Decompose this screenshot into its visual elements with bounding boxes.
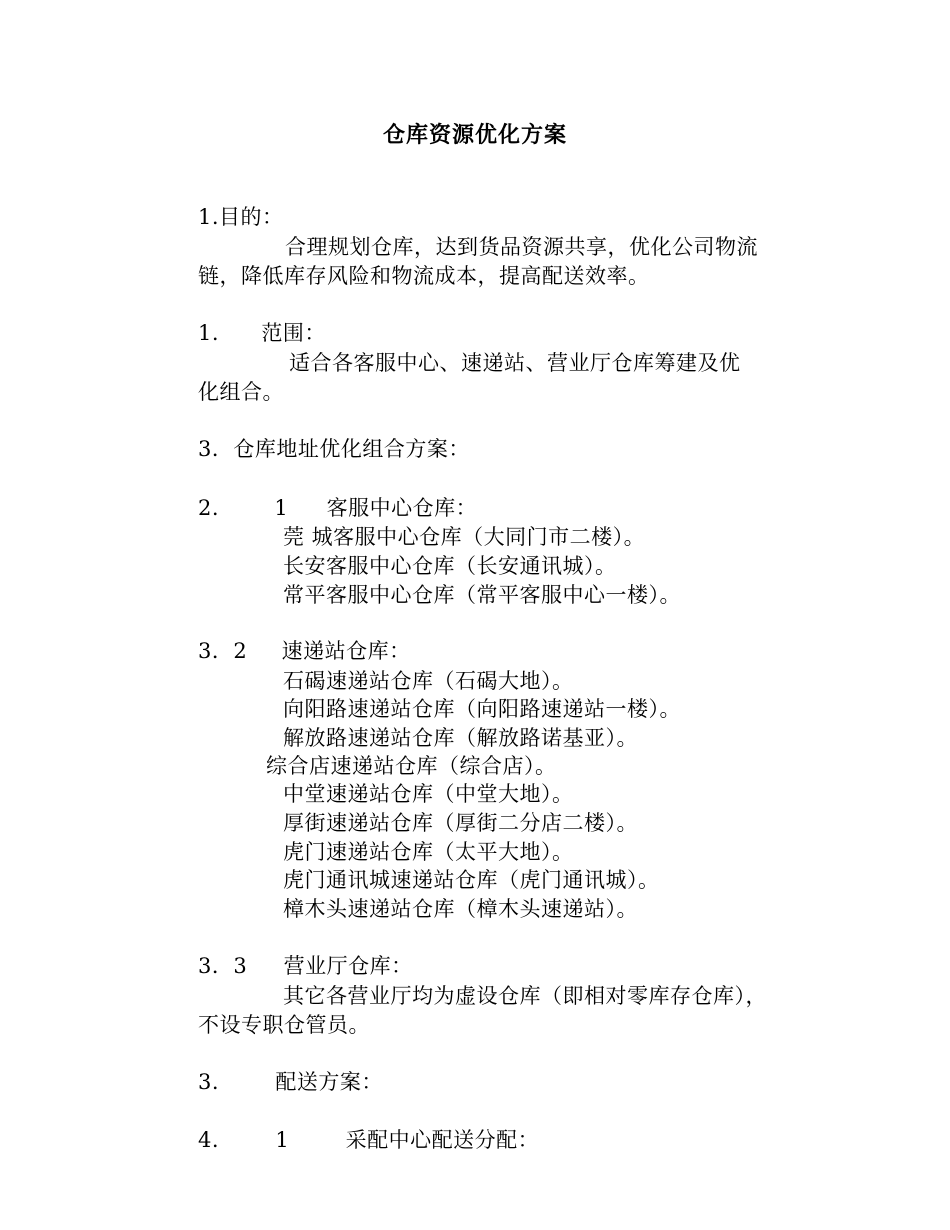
section-3-3-number: 3．3 <box>198 954 248 978</box>
section-3-1-item: 常平客服中心仓库（常平客服中心一楼）。 <box>283 583 681 607</box>
section-4-1-subnumber: 1 <box>275 1128 290 1152</box>
section-3-heading: 3．仓库地址优化组合方案： <box>198 437 470 461</box>
section-4-1-number: 4. <box>198 1128 220 1152</box>
section-2-number: 1. <box>198 321 220 345</box>
section-3-3-body-line-2: 不设专职仓管员。 <box>198 1013 370 1037</box>
section-2-heading-row <box>198 319 326 347</box>
section-3-2-item: 虎门速递站仓库（太平大地）。 <box>283 840 574 864</box>
section-3-1-subnumber: 1 <box>274 496 289 520</box>
section-3-2-item: 中堂速递站仓库（中堂大地）。 <box>283 782 574 806</box>
section-1-body-line-2: 链，降低库存风险和物流成本，提高配送效率。 <box>198 264 650 288</box>
section-3-2-number: 3．2 <box>198 639 248 663</box>
section-3-3-heading: 营业厅仓库： <box>283 954 413 978</box>
section-4-1-heading-row <box>198 1126 539 1154</box>
section-3-1-heading-row <box>198 494 477 522</box>
section-3-1-heading: 客服中心仓库： <box>326 496 478 520</box>
section-2-body-line-1: 适合各客服中心、速递站、营业厅仓库筹建及优 <box>289 351 741 375</box>
section-4-heading: 配送方案： <box>275 1070 383 1094</box>
section-3-1-number: 2. <box>198 496 220 520</box>
section-1-body-line-1: 合理规划仓库，达到货品资源共享，优化公司物流 <box>285 235 758 259</box>
section-3-1-item: 长安客服中心仓库（长安通讯城）。 <box>283 554 617 578</box>
section-3-1-item: 莞 城客服中心仓库（大同门市二楼）。 <box>283 525 646 549</box>
section-4-heading-row <box>198 1068 383 1096</box>
section-3-3-body-line-1: 其它各营业厅均为虚设仓库（即相对零库存仓库）， <box>283 984 767 1008</box>
section-3-2-item: 樟木头速递站仓库（樟木头速递站）。 <box>283 897 638 921</box>
section-3-3-heading-row <box>198 952 413 980</box>
section-3-2-item: 虎门通讯城速递站仓库（虎门通讯城）。 <box>283 868 660 892</box>
section-1-heading: 1.目的： <box>198 205 284 229</box>
section-3-2-item: 综合店速递站仓库（综合店）。 <box>266 754 557 778</box>
section-4-number: 3. <box>198 1070 220 1094</box>
section-3-2-item: 石碣速递站仓库（石碣大地）。 <box>283 669 574 693</box>
section-3-2-heading: 速递站仓库： <box>281 639 411 663</box>
section-3-2-item: 厚街速递站仓库（厚街二分店二楼）。 <box>283 811 638 835</box>
section-2-heading: 范围： <box>261 321 326 345</box>
section-2-body-line-2: 化组合。 <box>198 380 284 404</box>
section-3-2-item: 向阳路速递站仓库（向阳路速递站一楼）。 <box>283 697 681 721</box>
section-4-1-heading: 采配中心配送分配： <box>345 1128 540 1152</box>
section-3-2-item: 解放路速递站仓库（解放路诺基亚）。 <box>283 726 638 750</box>
document-title: 仓库资源优化方案 <box>382 122 567 148</box>
section-3-2-heading-row <box>198 637 411 665</box>
